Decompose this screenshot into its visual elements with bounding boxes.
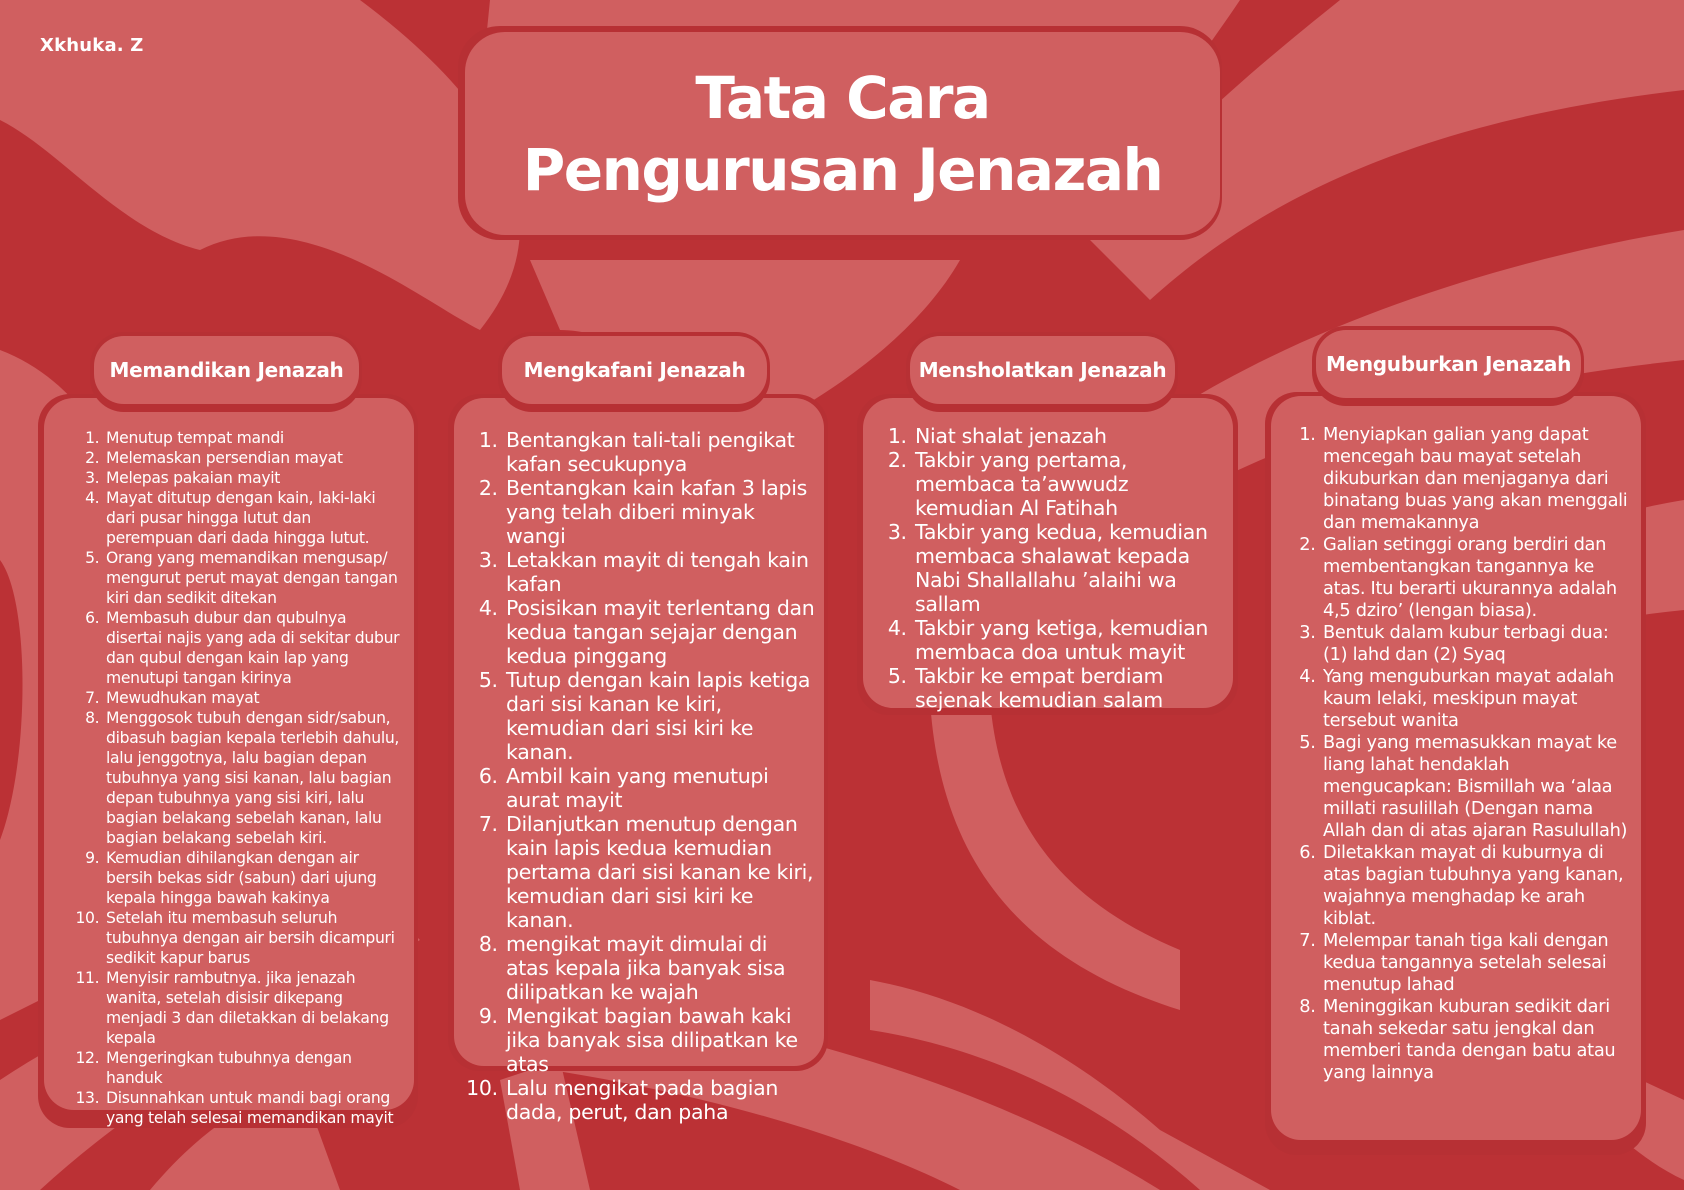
step-item: 1. Bentangkan tali-tali pengikat kafan secukupnya	[504, 428, 816, 476]
step-item: 4. Mayat ditutup dengan kain, laki-laki dari pusar hingga lutut dan perempuan dari dada hingga lutut.	[104, 488, 400, 548]
heading-menguburkan: Menguburkan Jenazah	[1316, 330, 1581, 398]
steps-list-menguburkan	[1287, 424, 1635, 1084]
step-item: 8. mengikat mayit dimulai di atas kepala jika banyak sisa dilipatkan ke wajah	[504, 932, 816, 1004]
step-item: 12. Mengeringkan tubuhnya dengan handuk	[104, 1048, 400, 1088]
card-mensholatkan	[863, 398, 1233, 712]
title-box	[465, 32, 1220, 235]
step-item: 6. Diletakkan mayat di kuburnya di atas bagian tubuhnya yang kanan, wajahnya menghadap ke arah kiblat.	[1321, 842, 1635, 930]
step-item: 7. Dilanjutkan menutup dengan kain lapis kedua kemudian pertama dari sisi kanan ke kiri, kemudian dari sisi kiri ke kanan.	[504, 812, 816, 932]
step-item: 6. Membasuh dubur dan qubulnya disertai najis yang ada di sekitar dubur dan qubul dengan kain lap yang menutupi tangan kirinya	[104, 608, 400, 688]
step-item: 5. Bagi yang memasukkan mayat ke liang lahat hendaklah mengucapkan: Bismillah wa ‘alaa millati rasulillah (Dengan nama Allah dan di atas ajaran Rasulullah)	[1321, 732, 1635, 842]
heading-memandikan: Memandikan Jenazah	[94, 336, 359, 404]
step-item: 3. Melepas pakaian mayit	[104, 468, 400, 488]
heading-mengkafani: Mengkafani Jenazah	[502, 336, 767, 404]
step-item: 5. Tutup dengan kain lapis ketiga dari sisi kanan ke kiri, kemudian dari sisi kiri ke kanan.	[504, 668, 816, 764]
step-item: 7. Mewudhukan mayat	[104, 688, 400, 708]
step-item: 5. Orang yang memandikan mengusap/ mengurut perut mayat dengan tangan kiri dan sedikit ditekan	[104, 548, 400, 608]
step-item: 13. Disunnahkan untuk mandi bagi orang yang telah selesai memandikan mayit	[104, 1088, 400, 1128]
card-memandikan	[44, 398, 414, 1127]
step-item: 8. Meninggikan kuburan sedikit dari tanah sekedar satu jengkal dan memberi tanda dengan batu atau yang lainnya	[1321, 996, 1635, 1084]
step-item: 2. Bentangkan kain kafan 3 lapis yang telah diberi minyak wangi	[504, 476, 816, 548]
step-item: 3. Bentuk dalam kubur terbagi dua: (1) lahd dan (2) Syaq	[1321, 622, 1635, 666]
step-item: 11. Menyisir rambutnya. jika jenazah wanita, setelah disisir dikepang menjadi 3 dan diletakkan di belakang kepala	[104, 968, 400, 1048]
step-item: 6. Ambil kain yang menutupi aurat mayit	[504, 764, 816, 812]
step-item: 3. Takbir yang kedua, kemudian membaca shalawat kepada Nabi Shallallahu ’alaihi wa sallam	[913, 520, 1227, 616]
step-item: 2. Takbir yang pertama, membaca ta’awwudz kemudian Al Fatihah	[913, 448, 1227, 520]
title-line-2: Pengurusan Jenazah	[522, 135, 1163, 204]
step-item: 1. Menutup tempat mandi	[104, 428, 400, 448]
step-item: 2. Galian setinggi orang berdiri dan membentangkan tangannya ke atas. Itu berarti ukurannya adalah 4,5 dziro’ (lengan biasa).	[1321, 534, 1635, 622]
title-line-1: Tata Cara	[695, 63, 990, 132]
step-item: 2. Melemaskan persendian mayat	[104, 448, 400, 468]
card-menguburkan	[1271, 396, 1641, 1140]
step-item: 9. Mengikat bagian bawah kaki jika banyak sisa dilipatkan ke atas	[504, 1004, 816, 1076]
step-item: 7. Melempar tanah tiga kali dengan kedua tangannya setelah selesai menutup lahad	[1321, 930, 1635, 996]
steps-list-mensholatkan	[879, 424, 1227, 712]
step-item: 1. Menyiapkan galian yang dapat mencegah bau mayat setelah dikuburkan dan menjaganya dari binatang buas yang akan menggali dan memakannya	[1321, 424, 1635, 534]
card-mengkafani	[454, 398, 824, 1124]
step-item: 1. Niat shalat jenazah	[913, 424, 1227, 448]
step-item: 5. Takbir ke empat berdiam sejenak kemudian salam	[913, 664, 1227, 712]
step-item: 10. Setelah itu membasuh seluruh tubuhnya dengan air bersih dicampuri sedikit kapur barus	[104, 908, 400, 968]
step-item: 4. Posisikan mayit terlentang dan kedua tangan sejajar dengan kedua pinggang	[504, 596, 816, 668]
step-item: 10. Lalu mengikat pada bagian dada, perut, dan paha	[504, 1076, 816, 1124]
step-item: 4. Takbir yang ketiga, kemudian membaca doa untuk mayit	[913, 616, 1227, 664]
steps-list-memandikan	[70, 428, 400, 1128]
step-item: 4. Yang menguburkan mayat adalah kaum lelaki, meskipun mayat tersebut wanita	[1321, 666, 1635, 732]
steps-list-mengkafani	[470, 428, 816, 1124]
step-item: 3. Letakkan mayit di tengah kain kafan	[504, 548, 816, 596]
author-label: Xkhuka. Z	[40, 35, 144, 56]
step-item: 8. Menggosok tubuh dengan sidr/sabun, dibasuh bagian kepala terlebih dahulu, lalu jenggotnya, lalu bagian depan tubuhnya yang sisi kanan, lalu bagian depan tubuhnya yang sisi kiri, lalu bagian belakang sebelah kanan, lalu bagian belakang sebelah kiri.	[104, 708, 400, 848]
heading-mensholatkan: Mensholatkan Jenazah	[910, 336, 1175, 404]
step-item: 9. Kemudian dihilangkan dengan air bersih bekas sidr (sabun) dari ujung kepala hingga bawah kakinya	[104, 848, 400, 908]
